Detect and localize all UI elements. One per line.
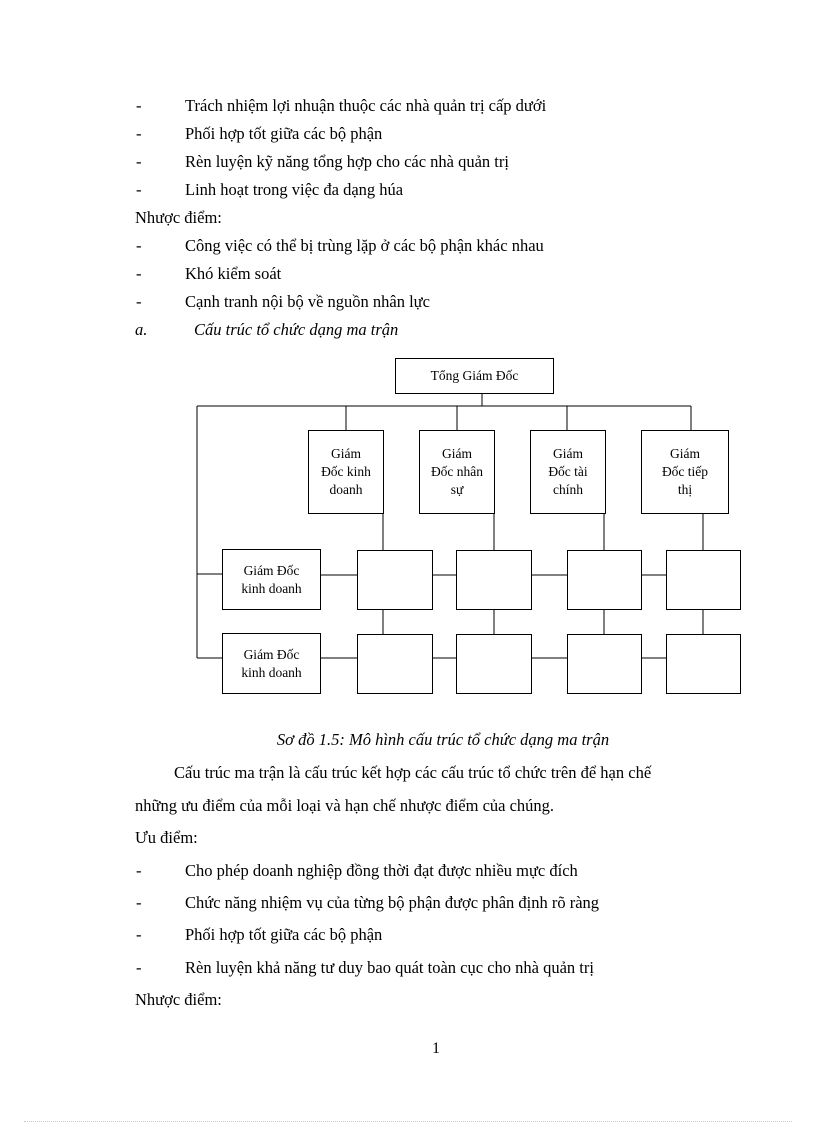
list-item-text: Trách nhiệm lợi nhuận thuộc các nhà quản trị cấp dưới	[185, 96, 547, 115]
matrix-cell-box	[666, 634, 741, 694]
list-item-text: Khó kiểm soát	[185, 264, 282, 283]
paragraph-line: những ưu điểm của mỗi loại và hạn chế nhược điểm của chúng.	[135, 796, 555, 815]
matrix-cell-box	[666, 550, 741, 610]
director-label-line: Đốc tiếp	[661, 464, 709, 479]
director-label-line: Đốc tài	[548, 464, 588, 479]
section-title: Cấu trúc tổ chức dạng ma trận	[194, 320, 399, 339]
ceo-box	[395, 358, 554, 394]
paragraph-line: Cấu trúc ma trận là cấu trúc kết hợp các cấu trúc tổ chức trên để hạn chế	[174, 763, 652, 782]
director-box-hr	[419, 430, 495, 514]
figure-caption: Sơ đồ 1.5: Mô hình cấu trúc tổ chức dạng ma trận	[276, 730, 610, 749]
list-item-text: Phối hợp tốt giữa các bộ phận	[185, 124, 383, 143]
director-box-finance	[530, 430, 606, 514]
heading-text: Nhược điểm:	[135, 208, 222, 227]
bullet-dash: -	[136, 180, 142, 199]
bullet-dash: -	[136, 96, 142, 115]
bullet-dash: -	[136, 292, 142, 311]
bullet-dash: -	[136, 124, 142, 143]
heading-text: Ưu điểm:	[135, 828, 198, 847]
ceo-label: Tổng Giám Đốc	[430, 368, 519, 383]
bullet-dash: -	[136, 264, 142, 283]
bullet-dash: -	[136, 861, 142, 880]
row-label-line: Giám Đốc	[243, 562, 300, 578]
director-label-line: Giám	[670, 446, 700, 461]
matrix-cell-box	[567, 550, 642, 610]
heading-text: Nhược điểm:	[135, 990, 222, 1009]
page-number: 1	[432, 1040, 440, 1057]
bullet-dash: -	[136, 958, 142, 977]
matrix-cell-box	[357, 634, 433, 694]
bullet-dash: -	[136, 236, 142, 255]
list-item-text: Cho phép doanh nghiệp đồng thời đạt được nhiều mực đích	[185, 861, 578, 880]
director-box-sales	[308, 430, 384, 514]
director-label-line: Giám	[331, 446, 361, 461]
list-item-text: Rèn luyện khả năng tư duy bao quát toàn cục cho nhà quản trị	[185, 958, 594, 977]
director-box-marketing	[641, 430, 729, 514]
matrix-cell-box	[456, 550, 532, 610]
list-item-text: Rèn luyện kỹ năng tổng hợp cho các nhà quản trị	[185, 152, 509, 171]
section-marker: a.	[135, 320, 148, 339]
list-item-text: Phối hợp tốt giữa các bộ phận	[185, 925, 383, 944]
list-item-text: Cạnh tranh nội bộ về nguồn nhân lực	[185, 292, 430, 311]
list-item-text: Công việc có thể bị trùng lặp ở các bộ phận khác nhau	[185, 236, 544, 255]
director-label-line: sự	[450, 482, 464, 497]
matrix-cell-box	[456, 634, 532, 694]
director-label-line: Đốc kinh	[321, 464, 371, 479]
row-label-line: kinh doanh	[241, 580, 302, 596]
bullet-dash: -	[136, 925, 142, 944]
list-item-text: Linh hoạt trong việc đa dạng húa	[185, 180, 404, 199]
director-label-line: Giám	[553, 446, 583, 461]
row-label-line: Giám Đốc	[243, 646, 300, 662]
row-manager-box	[222, 549, 321, 610]
bullet-dash: -	[136, 152, 142, 171]
row-manager-box	[222, 633, 321, 694]
row-label-line: kinh doanh	[241, 664, 302, 680]
director-label-line: thị	[677, 482, 693, 497]
director-label-line: doanh	[329, 482, 363, 497]
director-label-line: Giám	[441, 446, 472, 461]
matrix-cell-box	[357, 550, 433, 610]
director-label-line: chính	[553, 482, 583, 497]
list-item-text: Chức năng nhiệm vụ của từng bộ phận được phân định rõ ràng	[185, 893, 600, 912]
bullet-dash: -	[136, 893, 142, 912]
matrix-cell-box	[567, 634, 642, 694]
director-label-line: Đốc nhân	[430, 464, 484, 479]
page-bottom-divider	[24, 1121, 792, 1122]
